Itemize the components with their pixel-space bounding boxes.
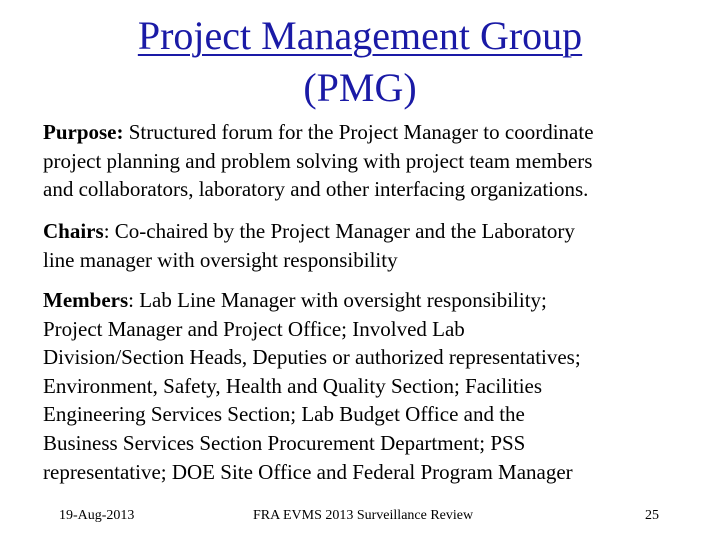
members-line-3: Division/Section Heads, Deputies or authorized representatives; bbox=[43, 345, 581, 370]
purpose-line-1 bbox=[43, 118, 693, 147]
members-line-4: Environment, Safety, Health and Quality Section; Facilities bbox=[43, 373, 543, 398]
slide-title bbox=[0, 10, 720, 114]
members-text-1: : Lab Line Manager with oversight responsibility; bbox=[128, 288, 547, 312]
chairs-paragraph bbox=[43, 217, 693, 274]
members-paragraph bbox=[43, 286, 693, 486]
members-line-7: representative; DOE Site Office and Federal Program Manager bbox=[43, 459, 573, 484]
title-line-acronym: (PMG) bbox=[303, 65, 417, 110]
footer-page-number: 25 bbox=[645, 508, 659, 523]
footer-date: 19-Aug-2013 bbox=[59, 508, 135, 523]
title-line-main: Project Management Group bbox=[137, 13, 583, 58]
members-label: Members bbox=[43, 288, 129, 312]
chairs-label: Chairs bbox=[43, 219, 104, 243]
purpose-text-1: Structured forum for the Project Manager to coordinate bbox=[123, 120, 594, 144]
purpose-line-3: and collaborators, laboratory and other interfacing organizations. bbox=[43, 177, 589, 202]
members-line-6: Business Services Section Procurement Department; PSS bbox=[43, 430, 526, 455]
members-line-1 bbox=[43, 286, 693, 315]
members-line-2: Project Manager and Project Office; Involved Lab bbox=[43, 316, 465, 341]
chairs-line-2: line manager with oversight responsibility bbox=[43, 247, 398, 272]
members-line-5: Engineering Services Section; Lab Budget Office and the bbox=[43, 402, 525, 427]
chairs-text-1: : Co-chaired by the Project Manager and the Laboratory bbox=[103, 219, 575, 243]
purpose-line-2: project planning and problem solving with project team members bbox=[43, 148, 593, 173]
purpose-label: Purpose: bbox=[43, 120, 124, 144]
purpose-paragraph bbox=[43, 118, 693, 204]
footer-presentation-title: FRA EVMS 2013 Surveillance Review bbox=[253, 508, 474, 523]
chairs-line-1 bbox=[43, 217, 693, 246]
